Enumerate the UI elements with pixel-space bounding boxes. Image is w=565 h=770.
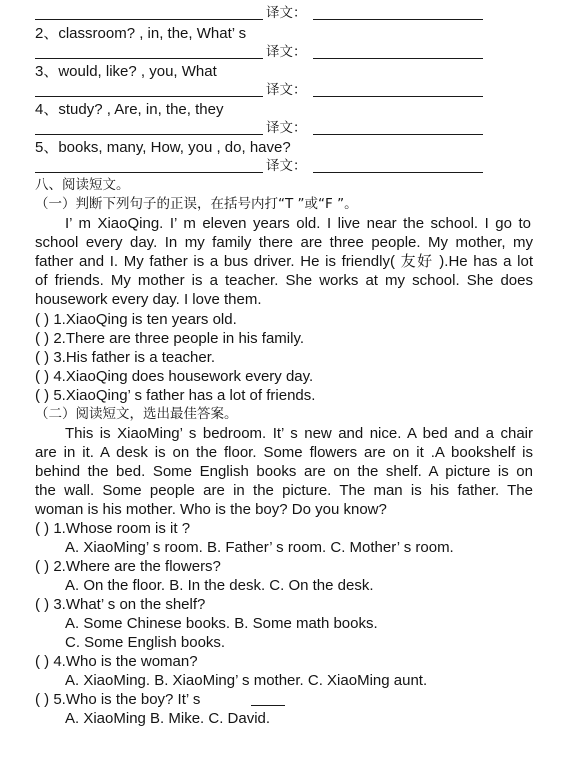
passage2-line: behind the bed. Some English books are on the shelf. A picture is on [35, 463, 533, 480]
translation-label: 译文： [266, 44, 307, 60]
translation-line [313, 96, 483, 97]
true-false-item: ( ) 5.XiaoQing’ s father has a lot of friends. [35, 387, 316, 404]
translation-line [313, 58, 483, 59]
true-false-item: ( ) 4.XiaoQing does housework every day. [35, 368, 314, 385]
choice-options: A. Some Chinese books. B. Some math books. [65, 615, 378, 632]
passage2-line: This is XiaoMing’ s bedroom. It’ s new and nice. A bed and a chair [65, 425, 533, 442]
choice-options: A. XiaoMing. B. XiaoMing’ s mother. C. XiaoMing aunt. [65, 672, 428, 689]
translation-label: 译文： [266, 158, 307, 174]
translation-line [313, 134, 483, 135]
choice-options: A. On the floor. B. In the desk. C. On the desk. [65, 577, 374, 594]
passage1-line: school every day. In my family there are three people. My mother, my [35, 234, 533, 251]
part2-instruction: （二）阅读短文，选出最佳答案。 [35, 406, 238, 422]
scramble-item-4: 4、study? , Are, in, the, they [35, 101, 224, 118]
answer-line-left [35, 172, 263, 173]
fill-blank-line [251, 705, 285, 706]
choice-question: ( ) 4.Who is the woman? [35, 653, 198, 670]
translation-label: 译文： [266, 120, 307, 136]
answer-line-left [35, 134, 263, 135]
choice-question: ( ) 5.Who is the boy? It’ s [35, 691, 201, 708]
answer-line-left [35, 19, 263, 20]
passage1-line: I’ m XiaoQing. I’ m eleven years old. I live near the school. I go to [65, 215, 531, 232]
translation-label: 译文： [266, 5, 307, 21]
scramble-item-3: 3、would, like? , you, What [35, 63, 217, 80]
true-false-item: ( ) 1.XiaoQing is ten years old. [35, 311, 237, 328]
passage2-line: woman is his mother. Who is the boy? Do you know? [35, 501, 387, 518]
passage1-line: father and I. My father is a bus driver. He is friendly( 友好 ).He has a lot [35, 253, 533, 270]
translation-line [313, 19, 483, 20]
passage2-line: the wall. Some people are in the picture. The man is his father. The [35, 482, 533, 499]
translation-line [313, 172, 483, 173]
answer-line-left [35, 96, 263, 97]
passage1-line: housework every day. I love them. [35, 291, 262, 308]
passage1-line: of friends. My mother is a teacher. She works at my school. She does [35, 272, 533, 289]
choice-options: A. XiaoMing’ s room. B. Father’ s room. C. Mother’ s room. [65, 539, 454, 556]
section-title: 八、阅读短文。 [35, 177, 130, 193]
choice-question: ( ) 2.Where are the flowers? [35, 558, 221, 575]
choice-options: A. XiaoMing B. Mike. C. David. [65, 710, 271, 727]
scramble-item-2: 2、classroom? , in, the, What’ s [35, 25, 247, 42]
true-false-item: ( ) 2.There are three people in his family. [35, 330, 305, 347]
choice-question: ( ) 1.Whose room is it ? [35, 520, 191, 537]
part1-instruction: （一）判断下列句子的正误，在括号内打“T ”或“F ”。 [35, 196, 358, 212]
scramble-item-5: 5、books, many, How, you , do, have? [35, 139, 291, 156]
choice-question: ( ) 3.What’ s on the shelf? [35, 596, 206, 613]
true-false-item: ( ) 3.His father is a teacher. [35, 349, 216, 366]
passage2-line: are in it. A desk is on the floor. Some flowers are on it .A bookshelf is [35, 444, 533, 461]
choice-options: C. Some English books. [65, 634, 226, 651]
answer-line-left [35, 58, 263, 59]
translation-label: 译文： [266, 82, 307, 98]
